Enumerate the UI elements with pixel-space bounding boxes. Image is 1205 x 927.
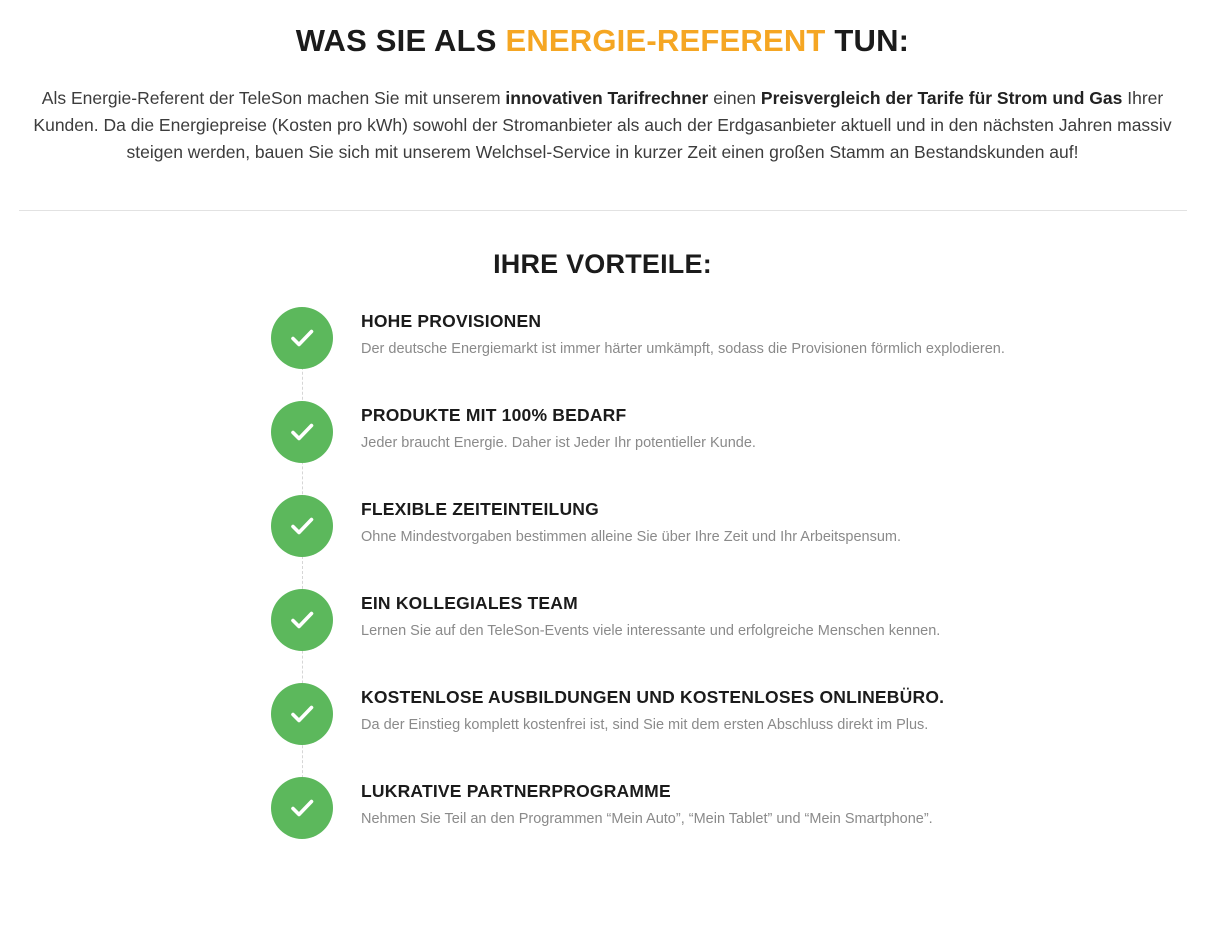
intro-text-1: Als Energie-Referent der TeleSon machen Sie mit unserem xyxy=(41,88,506,109)
page-title-pre: WAS SIE ALS xyxy=(295,23,506,58)
list-item xyxy=(0,307,1205,369)
intro-text-3: Ihrer Kunden. Da die Energiepreise (Kosten pro kWh) sowohl der Stromanbieter als auch der Erdgasanbieter aktuell und in den nächsten Jahren massiv steigen werden, bauen Sie sich mit unserem Welchsel-Service in kurzer Zeit einen großen Stamm an Bestandskunden auf! xyxy=(33,88,1172,163)
list-item xyxy=(0,589,1205,651)
check-icon xyxy=(271,307,333,369)
benefit-title: HOHE PROVISIONEN xyxy=(361,310,542,331)
benefit-description: Da der Einstieg komplett kostenfrei ist, sind Sie mit dem ersten Abschluss direkt im Plus. xyxy=(361,716,929,733)
benefit-description: Jeder braucht Energie. Daher ist Jeder Ihr potentieller Kunde. xyxy=(361,434,756,451)
benefit-title: EIN KOLLEGIALES TEAM xyxy=(361,592,578,613)
check-icon xyxy=(271,495,333,557)
benefit-title: KOSTENLOSE AUSBILDUNGEN UND KOSTENLOSES ONLINEBÜRO. xyxy=(361,686,945,707)
benefit-description: Nehmen Sie Teil an den Programmen “Mein Auto”, “Mein Tablet” und “Mein Smartphone”. xyxy=(361,810,933,827)
intro-text-2: einen xyxy=(708,88,761,109)
benefit-text xyxy=(361,401,756,454)
section-divider xyxy=(19,210,1187,211)
benefit-title: PRODUKTE MIT 100% BEDARF xyxy=(361,404,627,425)
check-icon xyxy=(271,589,333,651)
benefits-list xyxy=(0,307,1205,839)
list-item xyxy=(0,401,1205,463)
benefit-text xyxy=(361,495,901,548)
benefits-title: IHRE VORTEILE: xyxy=(493,248,712,279)
check-icon xyxy=(271,683,333,745)
benefit-title: LUKRATIVE PARTNERPROGRAMME xyxy=(361,780,671,801)
intro-bold-1: innovativen Tarifrechner xyxy=(505,88,709,109)
page-title xyxy=(18,22,1187,59)
benefit-text xyxy=(361,307,1005,360)
page-title-post: TUN: xyxy=(825,23,910,58)
benefit-description: Lernen Sie auf den TeleSon-Events viele interessante und erfolgreiche Menschen kennen. xyxy=(361,622,941,639)
check-icon xyxy=(271,777,333,839)
check-icon xyxy=(271,401,333,463)
benefit-text xyxy=(361,589,940,642)
benefit-text xyxy=(361,777,933,830)
benefit-description: Der deutsche Energiemarkt ist immer härter umkämpft, sodass die Provisionen förmlich explodieren. xyxy=(361,340,1005,357)
benefit-text xyxy=(361,683,944,736)
intro-bold-2: Preisvergleich der Tarife für Strom und Gas xyxy=(760,88,1123,109)
intro-section xyxy=(0,0,1205,167)
list-item xyxy=(0,495,1205,557)
benefit-title: FLEXIBLE ZEITEINTEILUNG xyxy=(361,498,599,519)
page-title-accent: ENERGIE-REFERENT xyxy=(505,23,826,58)
list-item xyxy=(0,777,1205,839)
list-item xyxy=(0,683,1205,745)
intro-paragraph xyxy=(28,85,1178,166)
benefit-description: Ohne Mindestvorgaben bestimmen alleine Sie über Ihre Zeit und Ihr Arbeitspensum. xyxy=(361,528,902,545)
benefits-section xyxy=(0,249,1205,839)
